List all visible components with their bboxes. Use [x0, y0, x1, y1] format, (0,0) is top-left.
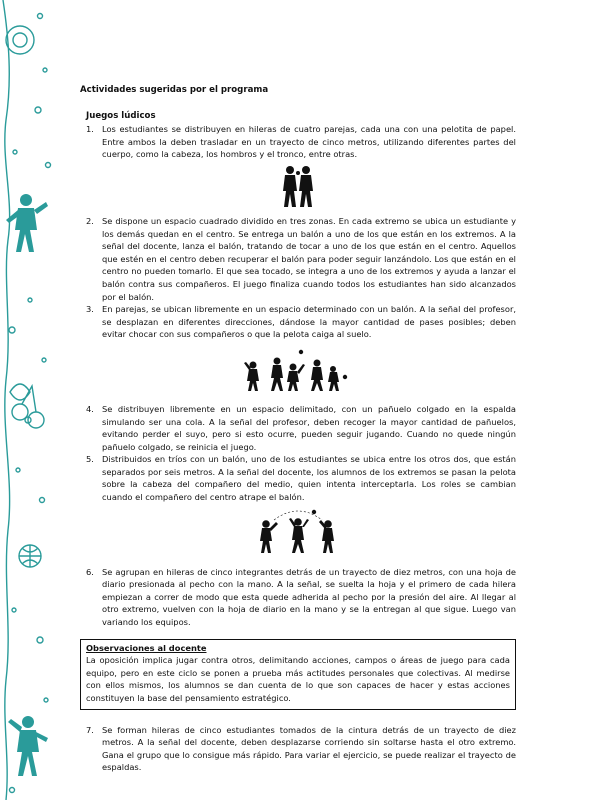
- activity-item-2: [80, 215, 516, 303]
- activity-text: Se agrupan en hileras de cinco integrantes detrás de un trayecto de diez metros, con una hoja de diario presionada al pecho con la mano. A la señal, se suelta la hoja y el primero de cada hilera empiezan a correr de modo que esta quede adherida al pecho por la presión del aire. Al llegar al otro extremo, vuelven con la hoja de diario en la mano y se la entregan al que sigue. Luego van variando los equipos.: [102, 566, 516, 628]
- activity-item-7: [80, 724, 516, 774]
- activity-text: En parejas, se ubican libremente en un espacio determinado con un balón. A la señal del profesor, se desplazan en diferentes direcciones, dándose la mayor cantidad de pases posibles; deben evitar chocar con sus compañeros o que la pelota caiga al suelo.: [102, 304, 516, 340]
- activities-list: [80, 123, 516, 161]
- activity-number: 6.: [86, 566, 94, 577]
- observations-text: La oposición implica jugar contra otros, delimitando acciones, campos o áreas de juego para cada equipo, pero en este ciclo se ponen a prueba más actitudes personales que colectivas. Al medirse con ellos mismos, los alumnos se dan cuenta de lo que son capaces de hacer y estas acciones constituyen la base del pensamiento estratégico.: [86, 655, 510, 703]
- activity-text: Se forman hileras de cinco estudiantes tomados de la cintura detrás de un trayecto de diez metros. A la señal del docente, deben desplazarse corriendo sin soltarse hasta el otro extremo. Gana el grupo que lo consigue más rápido. Para variar el ejercicio, se puede realizar el trayecto de espaldas.: [102, 724, 516, 773]
- activities-list-continued-4: [80, 724, 516, 774]
- activity-item-4: [80, 403, 516, 453]
- activity-item-1: [80, 123, 516, 161]
- activity-number: 7.: [86, 724, 94, 735]
- activity-text: Se distribuyen libremente en un espacio delimitado, con un pañuelo colgado en la espalda simulando ser una cola. A la señal del profesor, deben recoger la mayor cantidad de pañuelos, evitando perder el suyo, pero si esto ocurre, pueden seguir jugando. Cuando no quede ningún pañuelo colgado, se reinicia el juego.: [102, 403, 516, 452]
- observations-title: Observaciones al docente: [86, 642, 207, 653]
- activity-number: 4.: [86, 403, 94, 414]
- activity-number: 5.: [86, 454, 94, 465]
- activity-item-3: [80, 303, 516, 341]
- activity-text: Se dispone un espacio cuadrado dividido en tres zonas. En cada extremo se ubica un estudiante y los demás quedan en el centro. Se entrega un balón a uno de los que están en los extremos. A la señal del docente, lanza el balón, tratando de tocar a uno de los que están en el centro. Aquellos que estén en el centro deben recuperar el balón para poder seguir lanzándolo. Los que están en el centro no pueden tomarlo. El que sea tocado, se integra a uno de los extremos y ayuda a lanzar el balón contra sus compañeros. El juego finaliza cuando todos los estudiantes han sido alcanzados por el balón.: [102, 215, 516, 302]
- child-figure-top: [6, 194, 48, 252]
- activity-text: Distribuidos en tríos con un balón, uno de los estudiantes se ubica entre los otros dos, que están separados por seis metros. A la señal del docente, los alumnos de los extremos se pasan la pelota sobre la cabeza del compañero del medio, quien intenta interceptarla. Los roles se cambian cuando el compañero del centro atrape el balón.: [102, 454, 516, 503]
- activity-number: 1.: [86, 124, 94, 135]
- activities-document: [80, 84, 516, 774]
- activities-list-continued-2: [80, 403, 516, 504]
- activity-number: 2.: [86, 215, 94, 226]
- two-children-illustration: [278, 165, 318, 209]
- illustration-group: [80, 349, 516, 393]
- three-children-passing-ball-illustration: [256, 508, 340, 556]
- activity-text: Los estudiantes se distribuyen en hileras de cuatro parejas, cada una con una pelotita de papel. Entre ambos la deben trasladar en un trayecto de cinco metros, utilizando diferentes partes del cuerpo, como la cabeza, los hombros y el tronco, entre otras.: [102, 124, 516, 160]
- activity-item-5: [80, 453, 516, 503]
- left-margin-decoration: [0, 0, 62, 800]
- activity-item-6: [80, 566, 516, 629]
- child-figure-bottom: [8, 716, 48, 776]
- decorative-doodles: [0, 0, 62, 800]
- children-playing-ball-illustration: [243, 349, 353, 393]
- illustration-trio: [80, 508, 516, 556]
- illustration-pair: [80, 165, 516, 209]
- activities-list-continued-3: [80, 566, 516, 629]
- subsection-heading: Juegos lúdicos: [86, 110, 156, 121]
- activity-number: 3.: [86, 304, 94, 315]
- observations-box: [80, 639, 516, 710]
- activities-list-continued: [80, 215, 516, 341]
- section-heading: Actividades sugeridas por el programa: [80, 85, 269, 95]
